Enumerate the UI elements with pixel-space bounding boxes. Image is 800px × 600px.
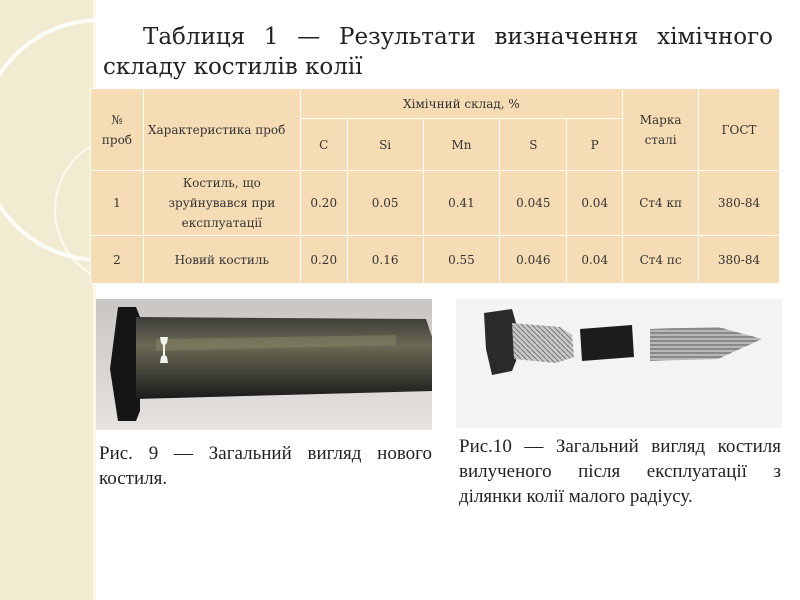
table-row xyxy=(91,236,780,284)
header-element-c: C xyxy=(300,119,347,171)
cell-value-p: 0.04 xyxy=(567,171,623,236)
cell-value-s: 0.046 xyxy=(500,236,567,284)
cell-value-si: 0.16 xyxy=(347,236,423,284)
new-spike-photo xyxy=(96,299,432,430)
cell-gost: 380-84 xyxy=(699,171,780,236)
cell-value-c: 0.20 xyxy=(300,171,347,236)
cell-value-s: 0.045 xyxy=(500,171,567,236)
cell-value-mn: 0.41 xyxy=(423,171,500,236)
cell-value-mn: 0.55 xyxy=(423,236,500,284)
slide-title: Таблиця 1 — Результати визначення хімічного складу костилів колії xyxy=(103,24,773,80)
header-element-s: S xyxy=(500,119,567,171)
table-row xyxy=(91,171,780,236)
cell-grade: Ст4 пс xyxy=(623,236,699,284)
cell-characteristic: Новий костиль xyxy=(143,236,300,284)
cell-grade: Ст4 кп xyxy=(623,171,699,236)
header-element-mn: Mn xyxy=(423,119,500,171)
header-composition: Хімічний склад, % xyxy=(300,89,622,119)
header-element-p: P xyxy=(567,119,623,171)
header-element-si: Si xyxy=(347,119,423,171)
header-gost: ГОСТ xyxy=(699,89,780,171)
header-grade: Марка сталі xyxy=(623,89,699,171)
sidebar-background xyxy=(0,0,93,600)
cell-characteristic: Костиль, що зруйнувався при експлуатації xyxy=(143,171,300,236)
header-num: № проб xyxy=(91,89,144,171)
cell-value-c: 0.20 xyxy=(300,236,347,284)
chemical-composition-table xyxy=(90,88,780,284)
cell-num: 2 xyxy=(91,236,144,284)
cell-gost: 380-84 xyxy=(699,236,780,284)
used-spike-photo xyxy=(456,299,782,428)
figure-9-caption: Рис. 9 — Загальний вигляд нового костиля. xyxy=(99,443,432,489)
header-characteristic: Характеристика проб xyxy=(143,89,300,171)
cell-value-si: 0.05 xyxy=(347,171,423,236)
cell-num: 1 xyxy=(91,171,144,236)
figure-10-caption: Рис.10 — Загальний вигляд костиля вилученого після експлуатації з ділянки колії малого радіусу. xyxy=(459,436,781,507)
cell-value-p: 0.04 xyxy=(567,236,623,284)
